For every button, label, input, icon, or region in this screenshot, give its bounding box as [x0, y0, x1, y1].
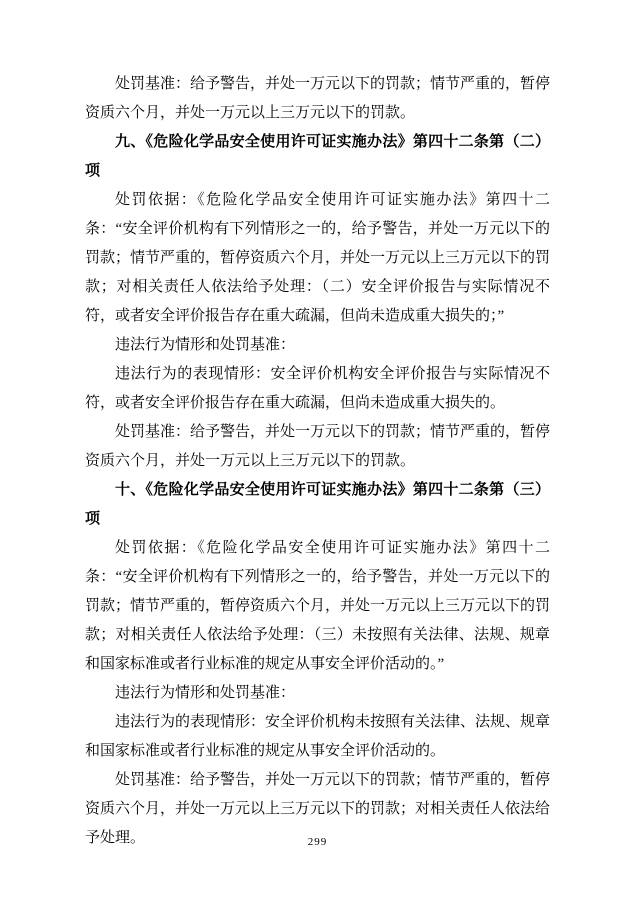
paragraph-penalty-standard: 处罚基准：给予警告，并处一万元以下的罚款；情节严重的，暂停资质六个月，并处一万元以上三万元以下的罚款。 [85, 424, 551, 469]
paragraph-penalty-basis: 处罚依据：《危险化学品安全使用许可证实施办法》第四十二条：“安全评价机构有下列情形之一的，给予警告，并处一万元以下的罚款；情节严重的，暂停资质六个月，并处一万元以上三万元以下的罚款；对相关责任人依法给予处理：（三）未按照有关法律、法规、规章和国家标准或者行业标准的规定从事安全评价活动的。” [85, 540, 551, 672]
paragraph-violation-detail: 违法行为的表现情形：安全评价机构安全评价报告与实际情况不符，或者安全评价报告存在重大疏漏，但尚未造成重大损失的。 [85, 366, 550, 411]
paragraph-penalty-standard: 处罚基准：给予警告，并处一万元以下的罚款；情节严重的，暂停资质六个月，并处一万元以上三万元以下的罚款；对相关责任人依法给予处理。 [85, 772, 551, 846]
paragraph-violation-label: 违法行为情形和处罚基准： [115, 337, 296, 353]
paragraph-penalty-basis: 处罚依据：《危险化学品安全使用许可证实施办法》第四十二条：“安全评价机构有下列情形之一的，给予警告，并处一万元以下的罚款；情节严重的，暂停资质六个月，并处一万元以上三万元以下的罚款；对相关责任人依法给予处理：（二）安全评价报告与实际情况不符，或者安全评价报告存在重大疏漏，但尚未造成重大损失的；” [85, 192, 551, 324]
paragraph-violation-label: 违法行为情形和处罚基准： [115, 685, 296, 701]
paragraph-penalty-standard: 处罚基准：给予警告，并处一万元以下的罚款；情节严重的，暂停资质六个月，并处一万元以上三万元以下的罚款。 [85, 76, 551, 121]
section-heading-ten: 十、《危险化学品安全使用许可证实施办法》第四十二条第（三）项 [85, 482, 550, 527]
page-number: 299 [307, 836, 328, 848]
section-heading-nine: 九、《危险化学品安全使用许可证实施办法》第四十二条第（二）项 [85, 134, 550, 179]
paragraph-violation-detail: 违法行为的表现情形：安全评价机构未按照有关法律、法规、规章和国家标准或者行业标准的规定从事安全评价活动的。 [85, 714, 551, 759]
document-content [85, 70, 550, 853]
